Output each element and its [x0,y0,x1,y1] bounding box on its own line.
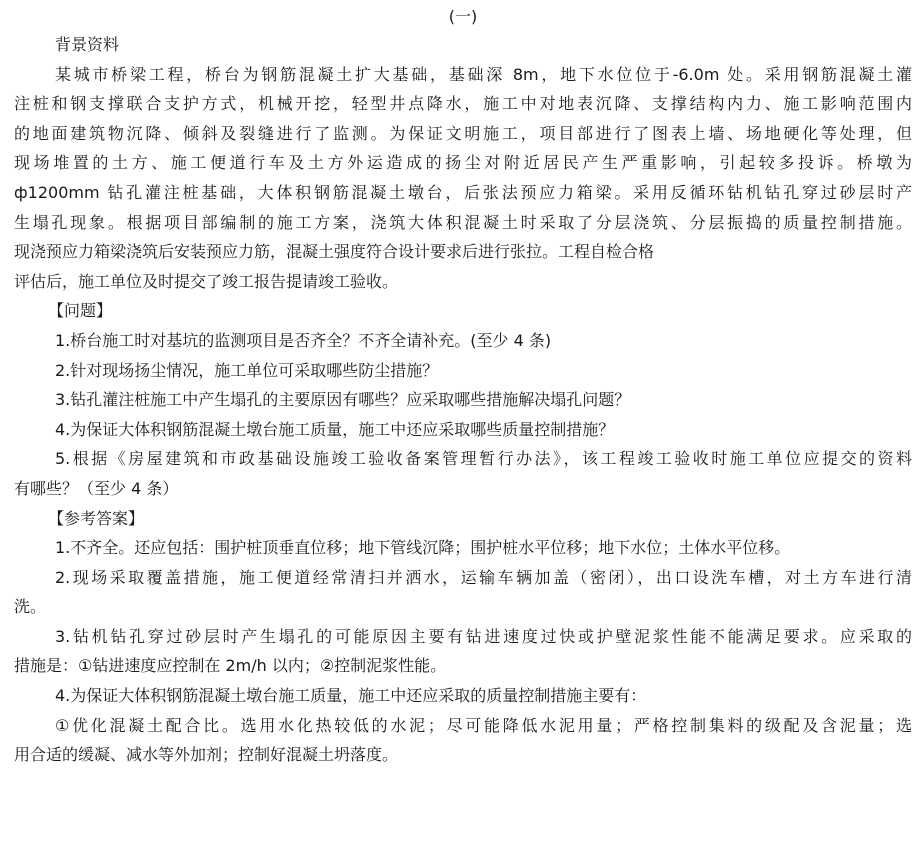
answer-2-continued: 洗。 [14,597,47,617]
answers-heading: 【参考答案】 [48,508,145,528]
question-1: 1.桥台施工时对基坑的监测项目是否齐全？不齐全请补充。(至少 4 条) [55,330,552,350]
answer-4-item-1: ①优化混凝土配合比。选用水化热较低的水泥；尽可能降低水泥用量；严格控制集料的级配及含泥量；选 [55,715,912,735]
question-2: 2.针对现场扬尘情况，施工单位可采取哪些防尘措施？ [55,360,439,380]
document-page [14,4,912,770]
question-3: 3.钻孔灌注桩施工中产生塌孔的主要原因有哪些？应采取哪些措施解决塌孔问题？ [55,390,631,410]
section-title: (一) [448,7,478,26]
answer-4: 4.为保证大体积钢筋混凝土墩台施工质量，施工中还应采取的质量控制措施主要有： [55,686,647,706]
answer-3: 3.钻机钻孔穿过砂层时产生塌孔的可能原因主要有钻进速度过快或护壁泥浆性能不能满足要求。应采取的 [55,626,912,646]
background-line-5: ф1200mm 钻孔灌注桩基础，大体积钢筋混凝土墩台，后张法预应力箱梁。采用反循环钻机钻孔穿过砂层时产 [14,182,912,202]
background-line-4: 现场堆置的土方、施工便道行车及土方外运造成的扬尘对附近居民产生严重影响，引起较多投诉。桥墩为 [14,153,912,173]
background-heading: 背景资料 [55,35,120,54]
background-line-6: 生塌孔现象。根据项目部编制的施工方案，浇筑大体积混凝土时采取了分层浇筑、分层振捣的质量控制措施。 [14,212,912,232]
answer-4-item-1-continued: 用合适的缓凝、减水等外加剂；控制好混凝土坍落度。 [14,745,399,765]
question-5-continued: 有哪些？（至少 4 条） [14,478,179,498]
background-line-1: 某城市桥梁工程，桥台为钢筋混凝土扩大基础，基础深 8m，地下水位位于-6.0m 处。采用钢筋混凝土灌 [55,64,912,84]
background-line-2: 注桩和钢支撑联合支护方式，机械开挖，轻型井点降水，施工中对地表沉降、支撑结构内力、施工影响范围内 [14,94,912,114]
answer-2: 2.现场采取覆盖措施，施工便道经常清扫并洒水，运输车辆加盖（密闭），出口设洗车槽，对土方车进行清 [55,567,912,587]
answer-3-continued: 措施是：①钻进速度应控制在 2m/h 以内；②控制泥浆性能。 [14,656,447,676]
background-line-3: 的地面建筑物沉降、倾斜及裂缝进行了监测。为保证文明施工，项目部进行了图表上墙、场地硬化等处理，但 [14,123,912,143]
background-line-7: 现浇预应力箱梁浇筑后安装预应力筋，混凝土强度符合设计要求后进行张拉。工程自检合格 [14,242,655,262]
question-5: 5.根据《房屋建筑和市政基础设施竣工验收备案管理暂行办法》，该工程竣工验收时施工单位应提交的资料 [55,449,912,469]
background-line-8: 评估后，施工单位及时提交了竣工报告提请竣工验收。 [14,271,399,291]
question-4: 4.为保证大体积钢筋混凝土墩台施工质量，施工中还应采取哪些质量控制措施？ [55,419,615,439]
answer-1: 1.不齐全。还应包括：围护桩顶垂直位移；地下管线沉降；围护桩水平位移；地下水位；土体水平位移。 [55,538,791,558]
questions-heading: 【问题】 [48,301,113,321]
